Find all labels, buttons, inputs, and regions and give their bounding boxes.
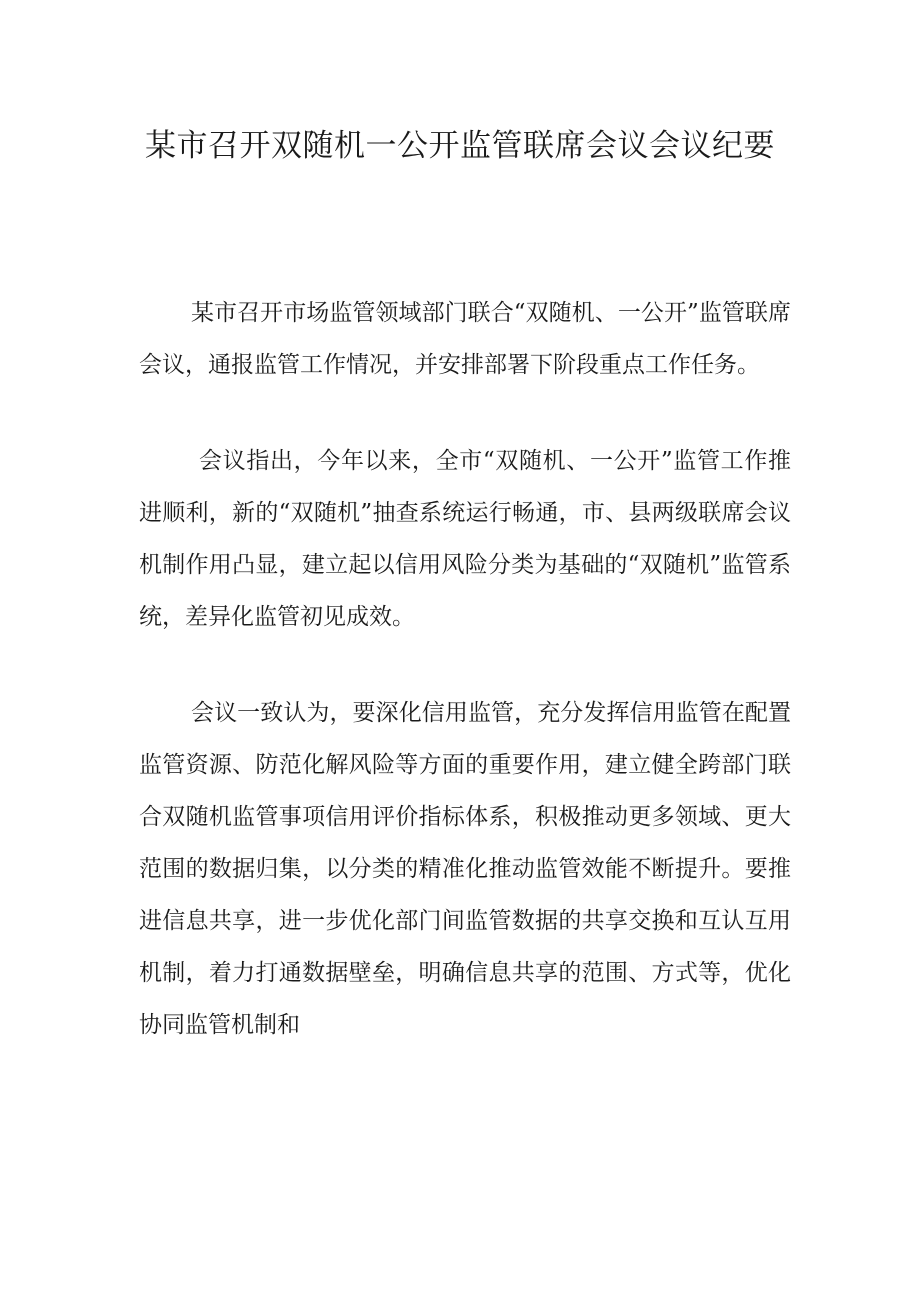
document-title: 某市召开双随机一公开监管联席会议会议纪要 <box>145 128 775 164</box>
document-body <box>139 287 791 1051</box>
paragraph: 会议一致认为，要深化信用监管，充分发挥信用监管在配置监管资源、防范化解风险等方面的重要作用，建立健全跨部门联合双随机监管事项信用评价指标体系，积极推动更多领域、更大范围的数据归集，以分类的精准化推动监管效能不断提升。要推进信息共享，进一步优化部门间监管数据的共享交换和互认互用机制，着力打通数据壁垒，明确信息共享的范围、方式等，优化协同监管机制和 <box>139 700 791 1038</box>
paragraph: 某市召开市场监管领域部门联合“双随机、一公开”监管联席会议，通报监管工作情况，并安排部署下阶段重点工作任务。 <box>139 300 791 378</box>
paragraph: 会议指出，今年以来，全市“双随机、一公开”监管工作推进顺利，新的“双随机”抽查系统运行畅通，市、县两级联席会议机制作用凸显，建立起以信用风险分类为基础的“双随机”监管系统，差异化监管初见成效。 <box>139 448 791 630</box>
